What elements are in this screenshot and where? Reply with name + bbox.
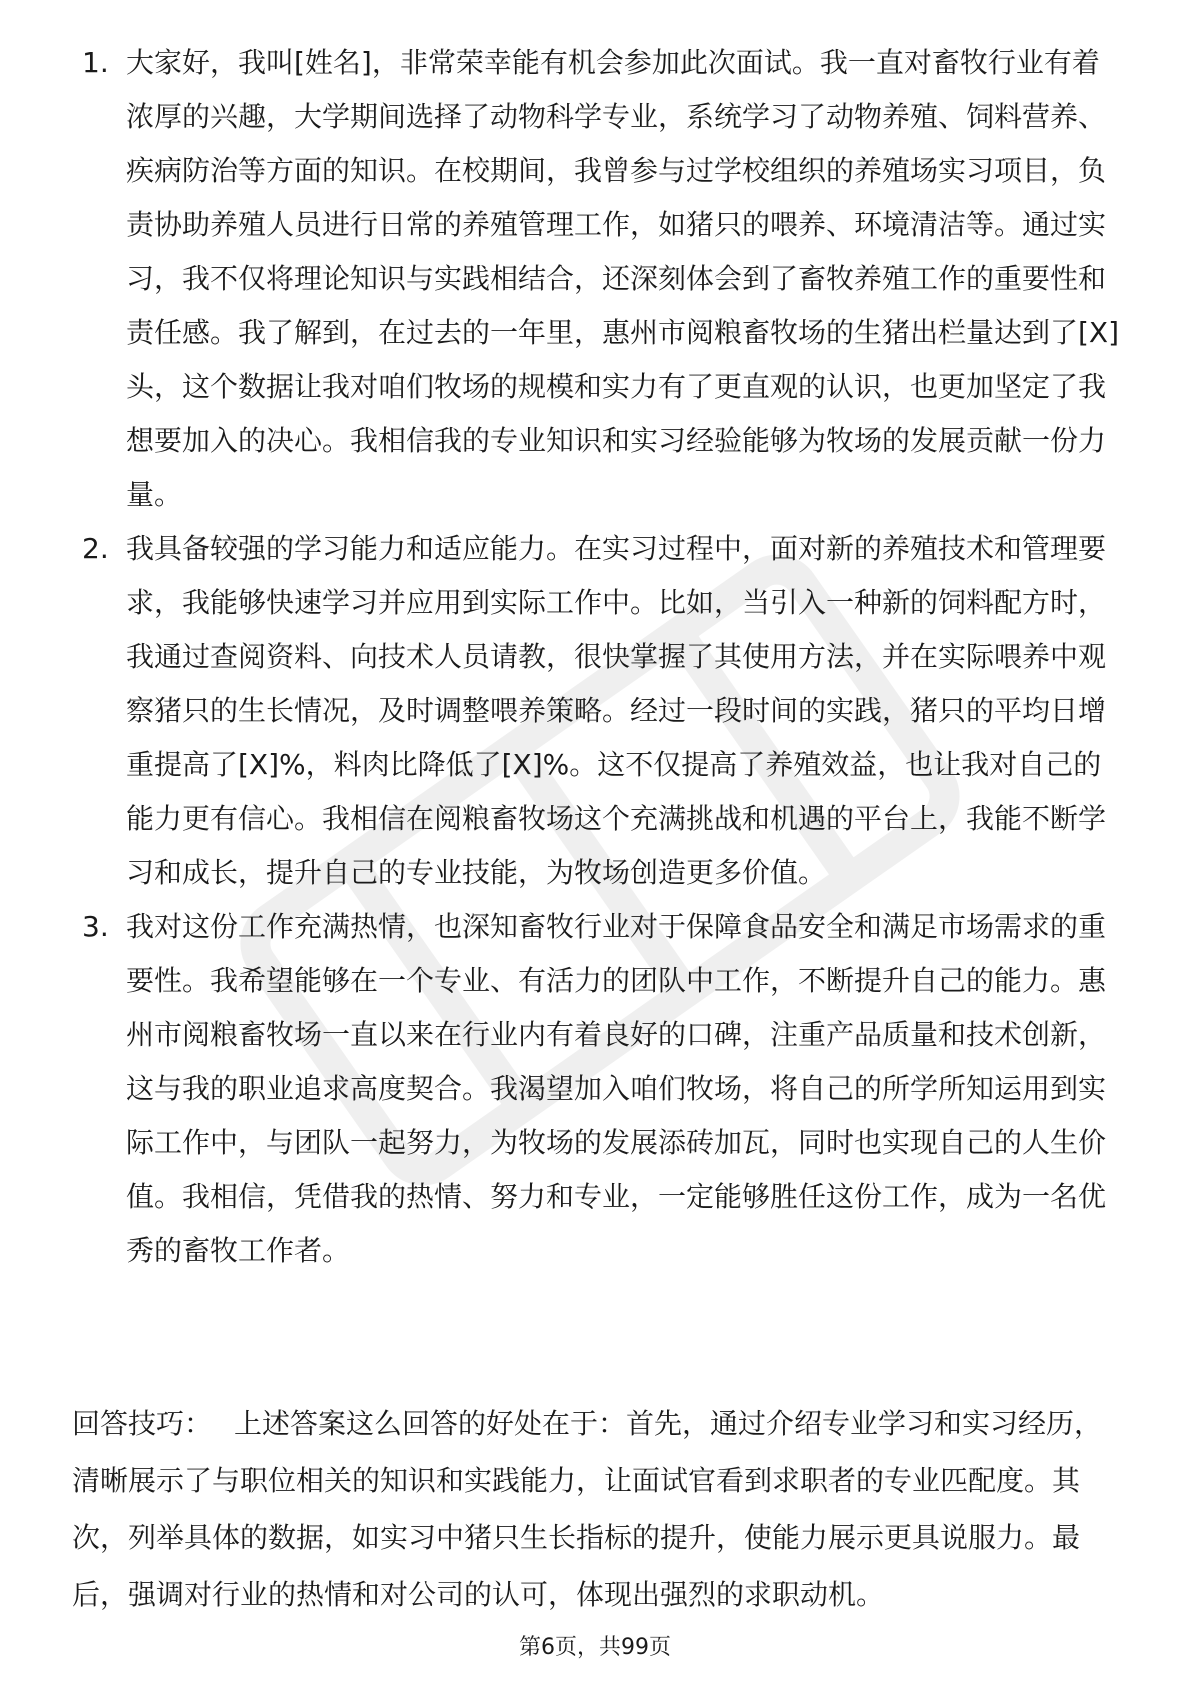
list-item-text: 我对这份工作充满热情，也深知畜牧行业对于保障食品安全和满足市场需求的重要性。我希望能够在一个专业、有活力的团队中工作，不断提升自己的能力。惠州市阅粮畜牧场一直以来在行业内有着良好的口碑，注重产品质量和技术创新，这与我的职业追求高度契合。我渴望加入咱们牧场，将自己的所学所知运用到实际工作中，与团队一起努力，为牧场的发展添砖加瓦，同时也实现自己的人生价值。我相信，凭借我的热情、努力和专业，一定能够胜任这份工作，成为一名优秀的畜牧工作者。 — [126, 910, 1107, 1267]
answer-list — [82, 36, 1122, 1278]
list-item — [82, 36, 1122, 522]
tips-label: 回答技巧： — [72, 1407, 213, 1440]
list-item-number: 1. — [82, 46, 109, 79]
list-item — [82, 900, 1122, 1278]
list-item-number: 2. — [82, 532, 109, 565]
list-item-text: 我具备较强的学习能力和适应能力。在实习过程中，面对新的养殖技术和管理要求，我能够快速学习并应用到实际工作中。比如，当引入一种新的饲料配方时，我通过查阅资料、向技术人员请教，很快掌握了其使用方法，并在实际喂养中观察猪只的生长情况，及时调整喂养策略。经过一段时间的实践，猪只的平均日增重提高了[X]%，料肉比降低了[X]%。这不仅提高了养殖效益，也让我对自己的能力更有信心。我相信在阅粮畜牧场这个充满挑战和机遇的平台上，我能不断学习和成长，提升自己的专业技能，为牧场创造更多价值。 — [126, 532, 1107, 889]
page-number: 第6页，共99页 — [519, 1635, 671, 1660]
list-item — [82, 522, 1122, 900]
tips-text: 上述答案这么回答的好处在于：首先，通过介绍专业学习和实习经历，清晰展示了与职位相关的知识和实践能力，让面试官看到求职者的专业匹配度。其次，列举具体的数据，如实习中猪只生长指标的提升，使能力展示更具说服力。最后，强调对行业的热情和对公司的认可，体现出强烈的求职动机。 — [72, 1407, 1103, 1611]
answer-tips — [72, 1395, 1120, 1623]
list-item-number: 3. — [82, 910, 109, 943]
list-item-text: 大家好，我叫[姓名]，非常荣幸能有机会参加此次面试。我一直对畜牧行业有着浓厚的兴趣，大学期间选择了动物科学专业，系统学习了动物养殖、饲料营养、疾病防治等方面的知识。在校期间，我曾参与过学校组织的养殖场实习项目，负责协助养殖人员进行日常的养殖管理工作，如猪只的喂养、环境清洁等。通过实习，我不仅将理论知识与实践相结合，还深刻体会到了畜牧养殖工作的重要性和责任感。我了解到，在过去的一年里，惠州市阅粮畜牧场的生猪出栏量达到了[X]头，这个数据让我对咱们牧场的规模和实力有了更直观的认识，也更加坚定了我想要加入的决心。我相信我的专业知识和实习经验能够为牧场的发展贡献一份力量。 — [126, 46, 1120, 511]
